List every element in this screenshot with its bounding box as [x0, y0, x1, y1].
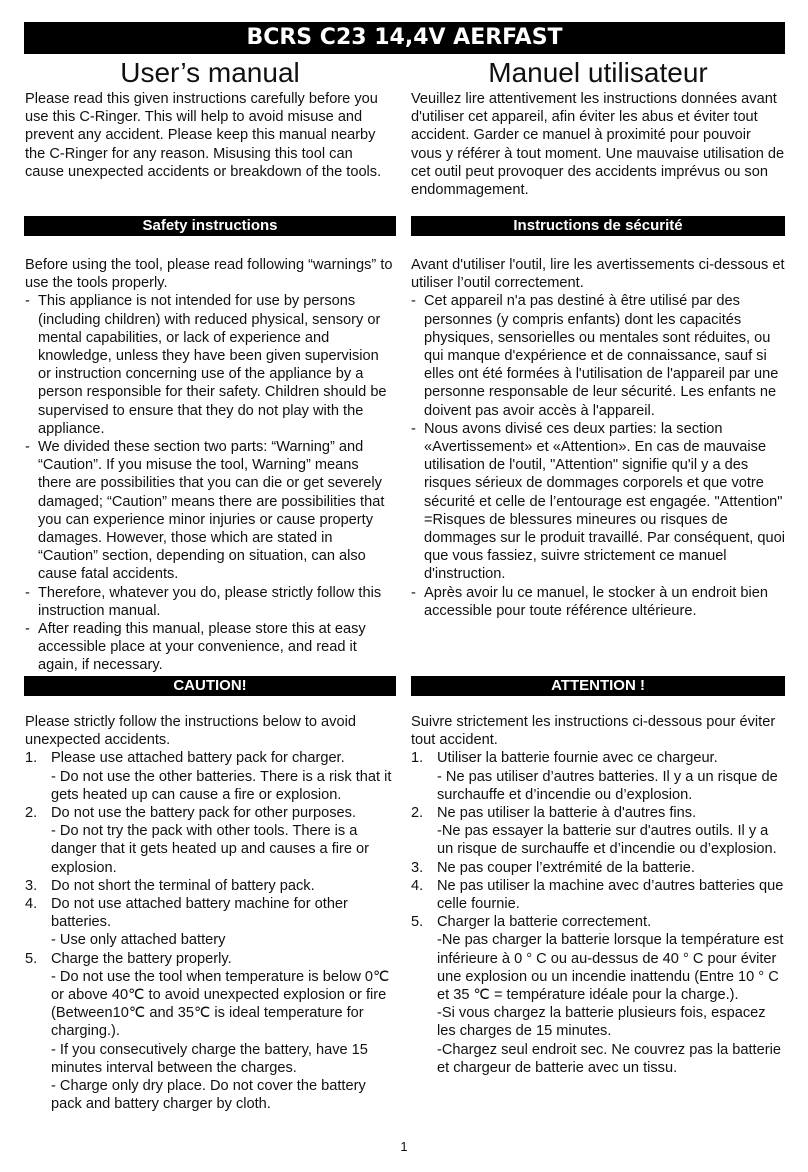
caution-heading-fr: ATTENTION !	[411, 676, 785, 696]
safety-lead: Avant d'utiliser l'outil, lire les avertissements ci-dessous et utiliser l’outil correctement.	[411, 257, 785, 292]
list-item: 1. Please use attached battery pack for charger. - Do not use the other batteries. There is a risk that it gets heated up can cause a fire or explosion.	[25, 750, 392, 803]
list-item: 4. Ne pas utiliser la machine avec d’autres batteries que celle fournie.	[411, 877, 784, 913]
list-item: 3. Ne pas couper l’extrémité de la batterie.	[411, 859, 695, 876]
document-title: BCRS C23 14,4V AERFAST	[24, 22, 785, 54]
intro-fr: Veuillez lire attentivement les instructions données avant d'utiliser cet appareil, afin éviter les abus et éviter tout accident. Garder ce manuel à proximité pour pouvoir vous y référer à tout moment. Une mauvaise utilisation de cet outil peut provoquer des accidents imprévus ou son endommagement.	[411, 91, 785, 199]
list-item: - Nous avons divisé ces deux parties: la section «Avertissement» et «Attention». En cas de mauvaise utilisation de l'outil, "Attention" signifie qu'il y a des risques sérieux de dommages corporels et que votre sécurité et celle de l’entourage est engagée. "Attention" =Risques de blessures mineures ou risques de dommages sur le produit travaillé. Par conséquent, quoi que vous fassiez, suivre strictement ce manuel d'instruction.	[411, 420, 785, 584]
list-item: - This appliance is not intended for use by persons (including children) with reduced physical, sensory or mental capabilities, or lack of experience and knowledge, unless they have been given supervision or instruction concerning use of the appliance by a person responsible for their safety. Children should be supervised to ensure that they do not play with the appliance.	[25, 292, 395, 438]
list-item: - We divided these section two parts: “Warning” and “Caution”. If you misuse the tool, Warning” means there are possibilities that you can die or get severely damaged; “Caution” means there are possibilities that you can experience minor injuries or cause property damages. However, those which are stated in “Caution” section, depending on situation, can also cause fatal accidents.	[25, 438, 395, 584]
list-item: 1. Utiliser la batterie fournie avec ce chargeur. - Ne pas utiliser d’autres batteries. Il y a un risque de surchauffe et d’incendie ou d’explosion.	[411, 750, 778, 803]
safety-heading-en: Safety instructions	[24, 216, 396, 236]
list-item: - After reading this manual, please store this at easy accessible place at your convenience, and read it again, if necessary.	[25, 620, 395, 675]
intro-en: Please read this given instructions carefully before you use this C-Ringer. This will help to avoid misuse and prevent any accident. Please keep this manual nearby the C-Ringer for any reason. Misusing this tool can cause unexpected accidents or breakdown of the tools.	[25, 91, 382, 180]
list-item: 5. Charge the battery properly. - Do not use the tool when temperature is below 0℃ or above 40℃ to avoid unexpected explosion or fire (Between10℃ and 35℃ is ideal temperature for charging.). - If you consecutively charge the battery, have 15 minutes interval between the charges. - Charge only dry place. Do not cover the battery pack and battery charger by cloth.	[25, 950, 390, 1113]
caution-heading-en: CAUTION!	[24, 676, 396, 696]
list-item: 2. Do not use the battery pack for other purposes. - Do not try the pack with other tools. There is a danger that it gets heated up and causes a fire or explosion.	[25, 805, 370, 876]
list-item: - Cet appareil n'a pas destiné à être utilisé par des personnes (y compris enfants) dont les capacités physiques, sensorielles ou mentales sont réduites, ou qui manque d'expérience et de connaissance, sauf si elles ont été formées à l'utilisation de l'appareil par une personne responsable de leur sécurité. Les enfants ne doivent pas avoir accès à l'appareil.	[411, 292, 785, 419]
safety-lead: Before using the tool, please read following “warnings” to use the tools properly.	[25, 257, 393, 292]
caution-body-en	[25, 713, 395, 1113]
caution-lead: Please strictly follow the instructions below to avoid unexpected accidents.	[25, 714, 356, 749]
safety-body-fr	[411, 256, 785, 620]
list-item: 2. Ne pas utiliser la batterie à d'autres fins. -Ne pas essayer la batterie sur d'autres outils. Il y a un risque de surchauffe et d’incendie ou d’explosion.	[411, 805, 777, 858]
list-item: - Après avoir lu ce manuel, le stocker à un endroit bien accessible pour toute référence ultérieure.	[411, 584, 785, 620]
heading-fr: Manuel utilisateur	[488, 57, 708, 88]
heading-en: User’s manual	[120, 57, 300, 88]
page-number: 1	[400, 1139, 408, 1154]
list-item: - Therefore, whatever you do, please strictly follow this instruction manual.	[25, 584, 395, 620]
safety-body-en	[25, 256, 395, 675]
caution-body-fr	[411, 713, 785, 1077]
list-item: 5. Charger la batterie correctement. -Ne pas charger la batterie lorsque la température est inférieure à 0 ° C ou au-dessus de 40 ° C pour éviter une explosion ou un incendie inattendu (Entre 10 ° C et 35 ℃ = température idéale pour la charge.). -Si vous chargez la batterie plusieurs fois, espacez les charges de 15 minutes. -Chargez seul endroit sec. Ne couvrez pas la batterie et chargeur de batterie avec un tissu.	[411, 914, 784, 1076]
caution-lead: Suivre strictement les instructions ci-dessous pour éviter tout accident.	[411, 714, 776, 749]
safety-heading-fr: Instructions de sécurité	[411, 216, 785, 236]
list-item: 3. Do not short the terminal of battery pack.	[25, 877, 315, 894]
list-item: 4. Do not use attached battery machine for other batteries. - Use only attached battery	[25, 896, 348, 949]
